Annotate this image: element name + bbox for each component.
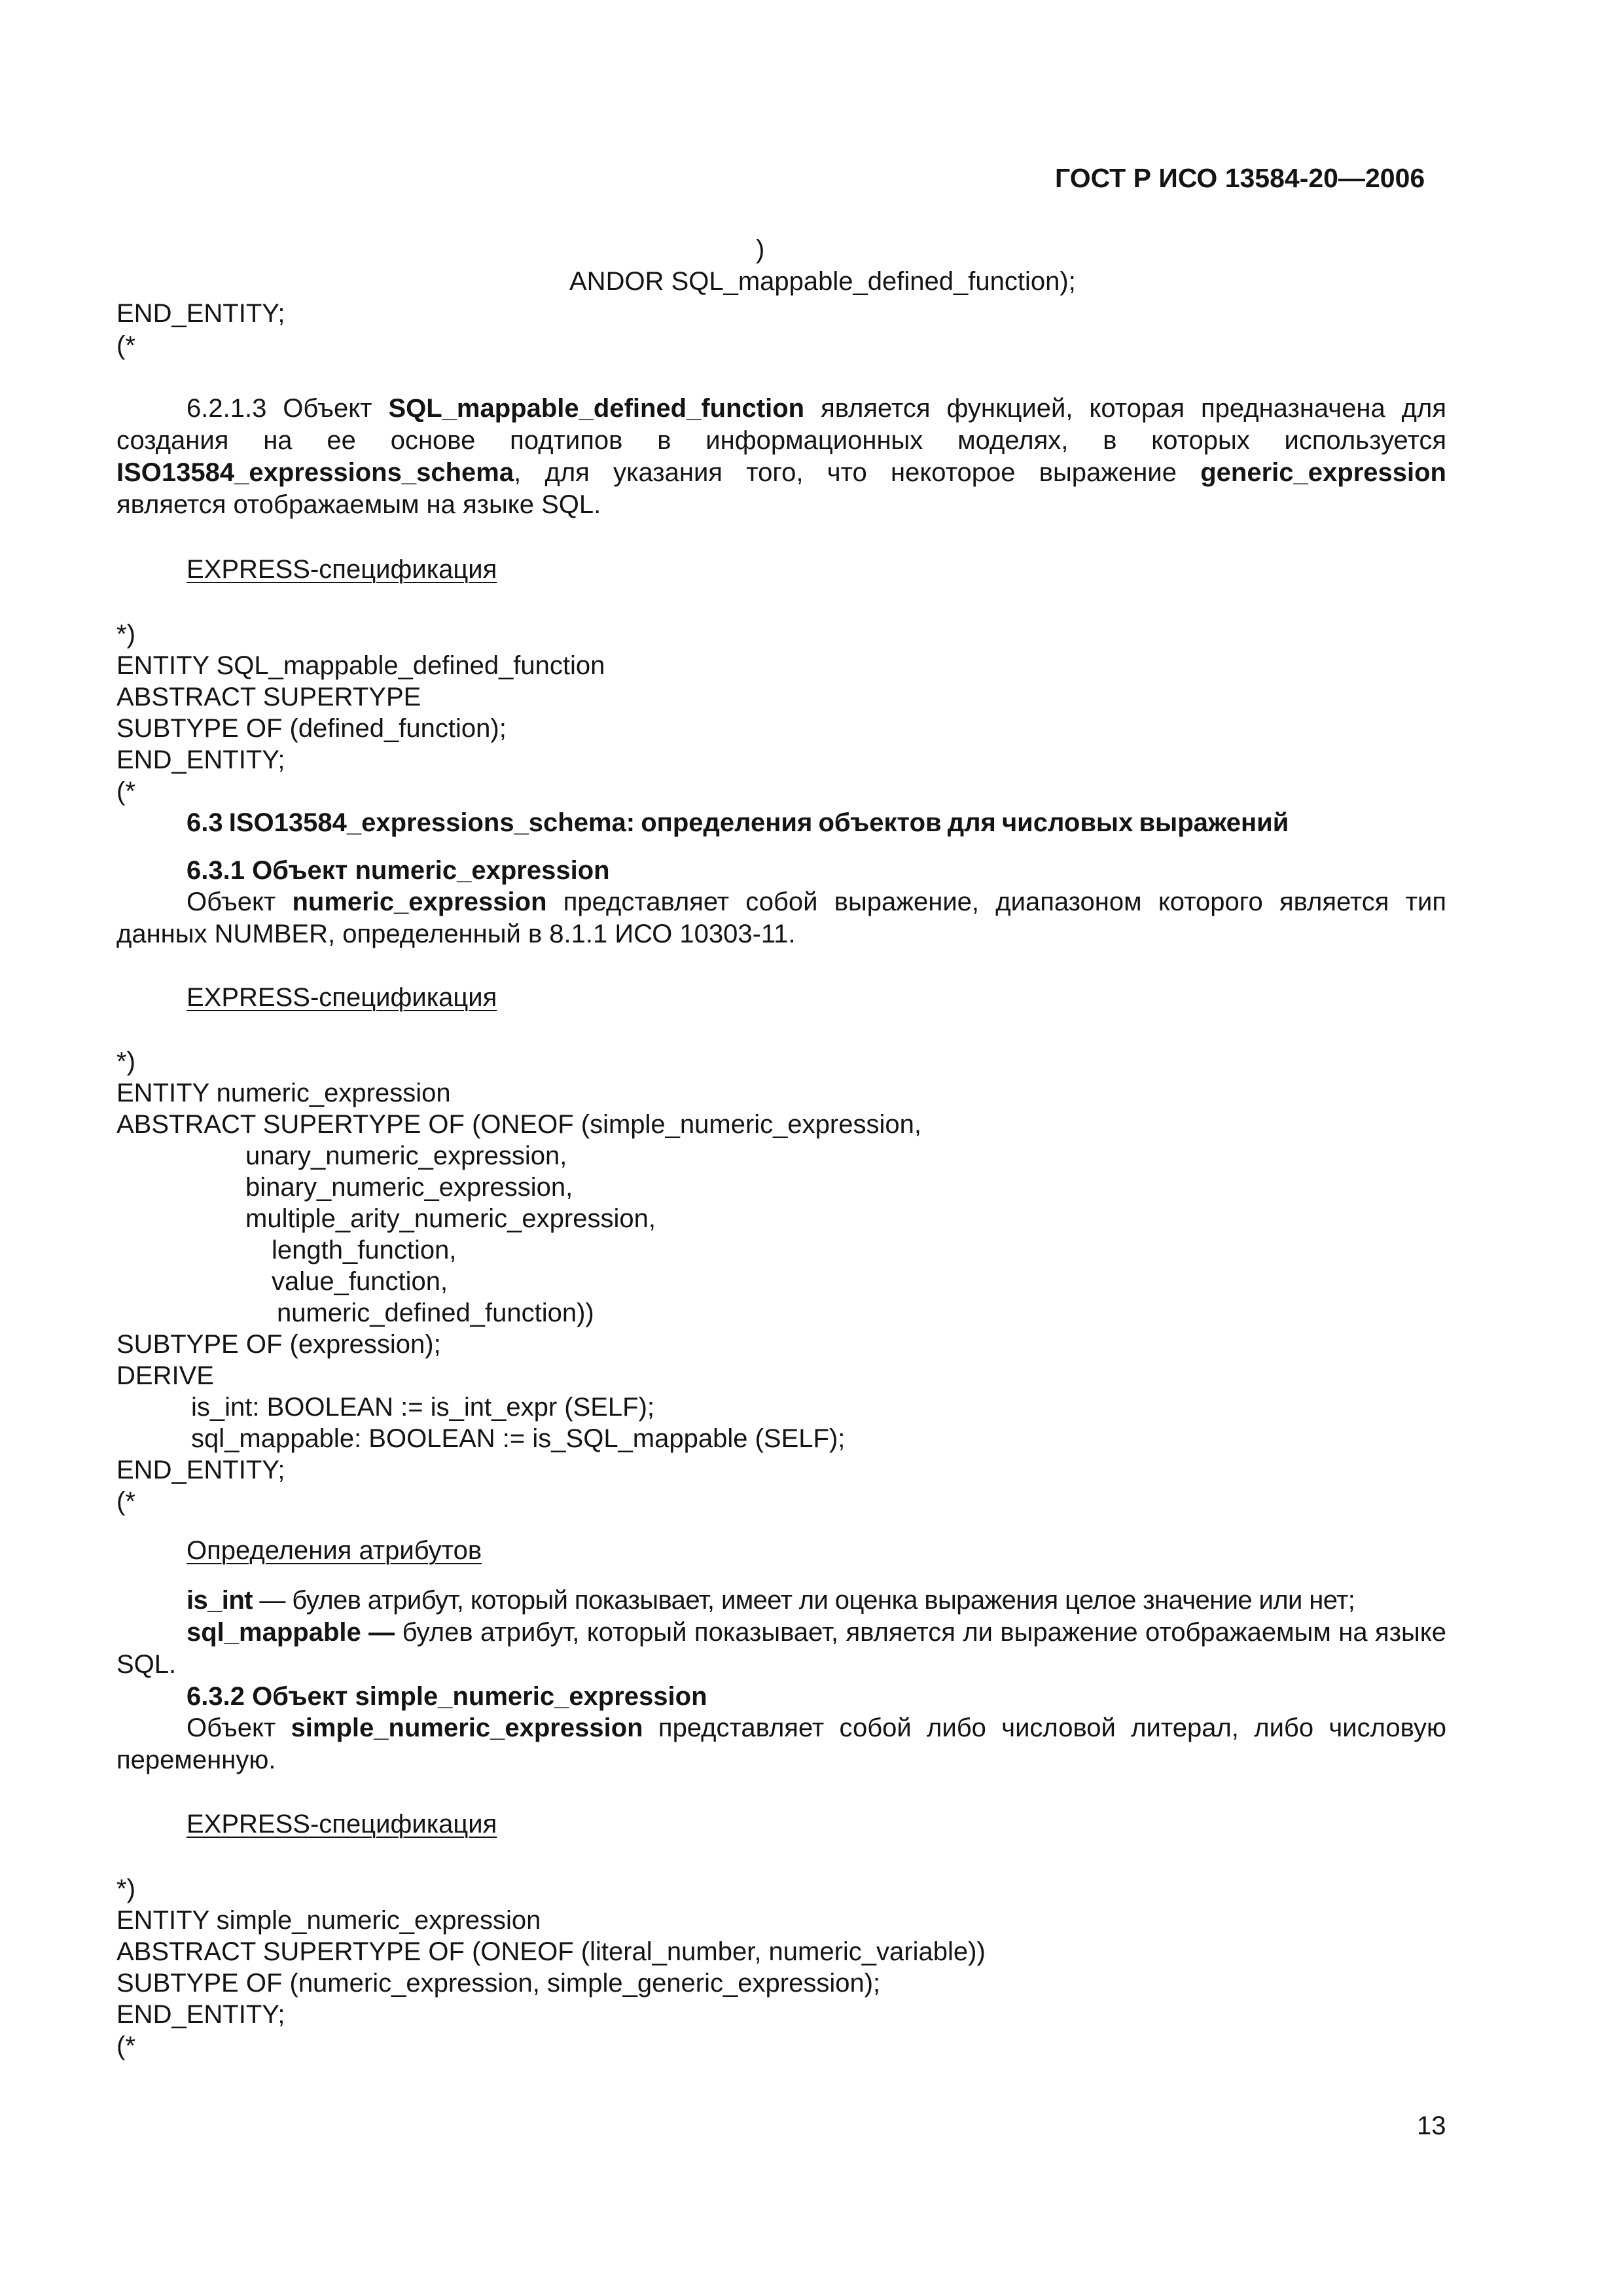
code-line: END_ENTITY; bbox=[116, 745, 285, 774]
code-line: SUBTYPE OF (defined_function); bbox=[116, 714, 507, 743]
entity-name: generic_expression bbox=[1200, 458, 1446, 487]
code-line: *) bbox=[116, 620, 135, 649]
code-line: ENTITY SQL_mappable_defined_function bbox=[116, 651, 605, 680]
code-line: numeric_defined_function)) bbox=[277, 1299, 594, 1327]
section-heading-6-3: 6.3 ISO13584_expressions_schema: определения объектов для числовых выражений bbox=[187, 808, 1289, 837]
code-line: is_int: BOOLEAN := is_int_expr (SELF); bbox=[191, 1393, 655, 1422]
code-line: value_function, bbox=[272, 1267, 448, 1296]
entity-name: SQL_mappable_defined_function bbox=[388, 394, 805, 423]
code-line: END_ENTITY; bbox=[116, 2000, 285, 2029]
code-line: *) bbox=[116, 1047, 135, 1076]
code-line: length_function, bbox=[272, 1236, 457, 1265]
express-spec-label: EXPRESS-спецификация bbox=[187, 555, 497, 584]
code-line: END_ENTITY; bbox=[116, 299, 285, 328]
code-line: DERIVE bbox=[116, 1361, 214, 1390]
section-heading-6-3-2: 6.3.2 Объект simple_numeric_expression bbox=[187, 1682, 707, 1711]
code-line: ENTITY simple_numeric_expression bbox=[116, 1906, 541, 1935]
code-line: END_ENTITY; bbox=[116, 1456, 285, 1484]
code-line: ABSTRACT SUPERTYPE OF (ONEOF (simple_numeric_expression, bbox=[116, 1110, 921, 1139]
code-line: (* bbox=[116, 1487, 135, 1516]
attributes-label: Определения атрибутов bbox=[187, 1536, 482, 1565]
attribute-definition: is_int — булев атрибут, который показывает, имеет ли оценка выражения целое значение или нет; bbox=[187, 1586, 1355, 1615]
code-line: SUBTYPE OF (expression); bbox=[116, 1330, 441, 1359]
code-line: ANDOR SQL_mappable_defined_function); bbox=[569, 267, 1076, 296]
express-spec-label: EXPRESS-спецификация bbox=[187, 983, 497, 1012]
code-line: unary_numeric_expression, bbox=[245, 1141, 567, 1170]
paragraph-6-3-2: Объект simple_numeric_expression представляет собой либо числовой литерал, либо числовую переменную. bbox=[116, 1713, 1446, 1774]
code-line: SUBTYPE OF (numeric_expression, simple_generic_expression); bbox=[116, 1969, 881, 1998]
code-line: (* bbox=[116, 331, 135, 360]
attribute-name: sql_mappable — bbox=[187, 1618, 395, 1647]
paragraph-6-3-1: Объект numeric_expression представляет собой выражение, диапазоном которого является тип данных NUMBER, определенный в 8.1.1 ИСО 10303-11. bbox=[116, 888, 1446, 948]
code-line: (* bbox=[116, 2032, 135, 2060]
schema-name: ISO13584_expressions_schema bbox=[116, 458, 514, 487]
code-line: ABSTRACT SUPERTYPE OF (ONEOF (literal_number, numeric_variable)) bbox=[116, 1937, 986, 1966]
express-spec-label: EXPRESS-спецификация bbox=[187, 1810, 497, 1839]
code-line: ABSTRACT SUPERTYPE bbox=[116, 683, 421, 711]
code-line: ) bbox=[756, 235, 765, 264]
entity-name: numeric_expression bbox=[292, 888, 547, 916]
code-line: (* bbox=[116, 777, 135, 806]
code-line: ENTITY numeric_expression bbox=[116, 1079, 451, 1107]
code-line: sql_mappable: BOOLEAN := is_SQL_mappable (SELF); bbox=[191, 1424, 846, 1453]
section-heading-6-3-1: 6.3.1 Объект numeric_expression bbox=[187, 856, 610, 885]
document-header: ГОСТ Р ИСО 13584-20—2006 bbox=[1055, 163, 1425, 193]
paragraph-6-2-1-3: 6.2.1.3 Объект SQL_mappable_defined_function является функцией, которая предназначена для создания на ее основе подтипов в информационных моделях, в которых используется ISO13584_expressions_schema, для указания того, что некоторое выражение generic_expression является отображаемым на языке SQL. bbox=[116, 394, 1446, 519]
code-line: multiple_arity_numeric_expression, bbox=[245, 1204, 656, 1233]
code-line: *) bbox=[116, 1874, 135, 1903]
page-number: 13 bbox=[1417, 2111, 1446, 2140]
code-line: binary_numeric_expression, bbox=[245, 1173, 573, 1202]
attribute-name: is_int bbox=[187, 1586, 253, 1615]
attribute-definition: sql_mappable — булев атрибут, который показывает, является ли выражение отображаемым на языке SQL. bbox=[116, 1618, 1447, 1679]
entity-name: simple_numeric_expression bbox=[291, 1713, 643, 1742]
